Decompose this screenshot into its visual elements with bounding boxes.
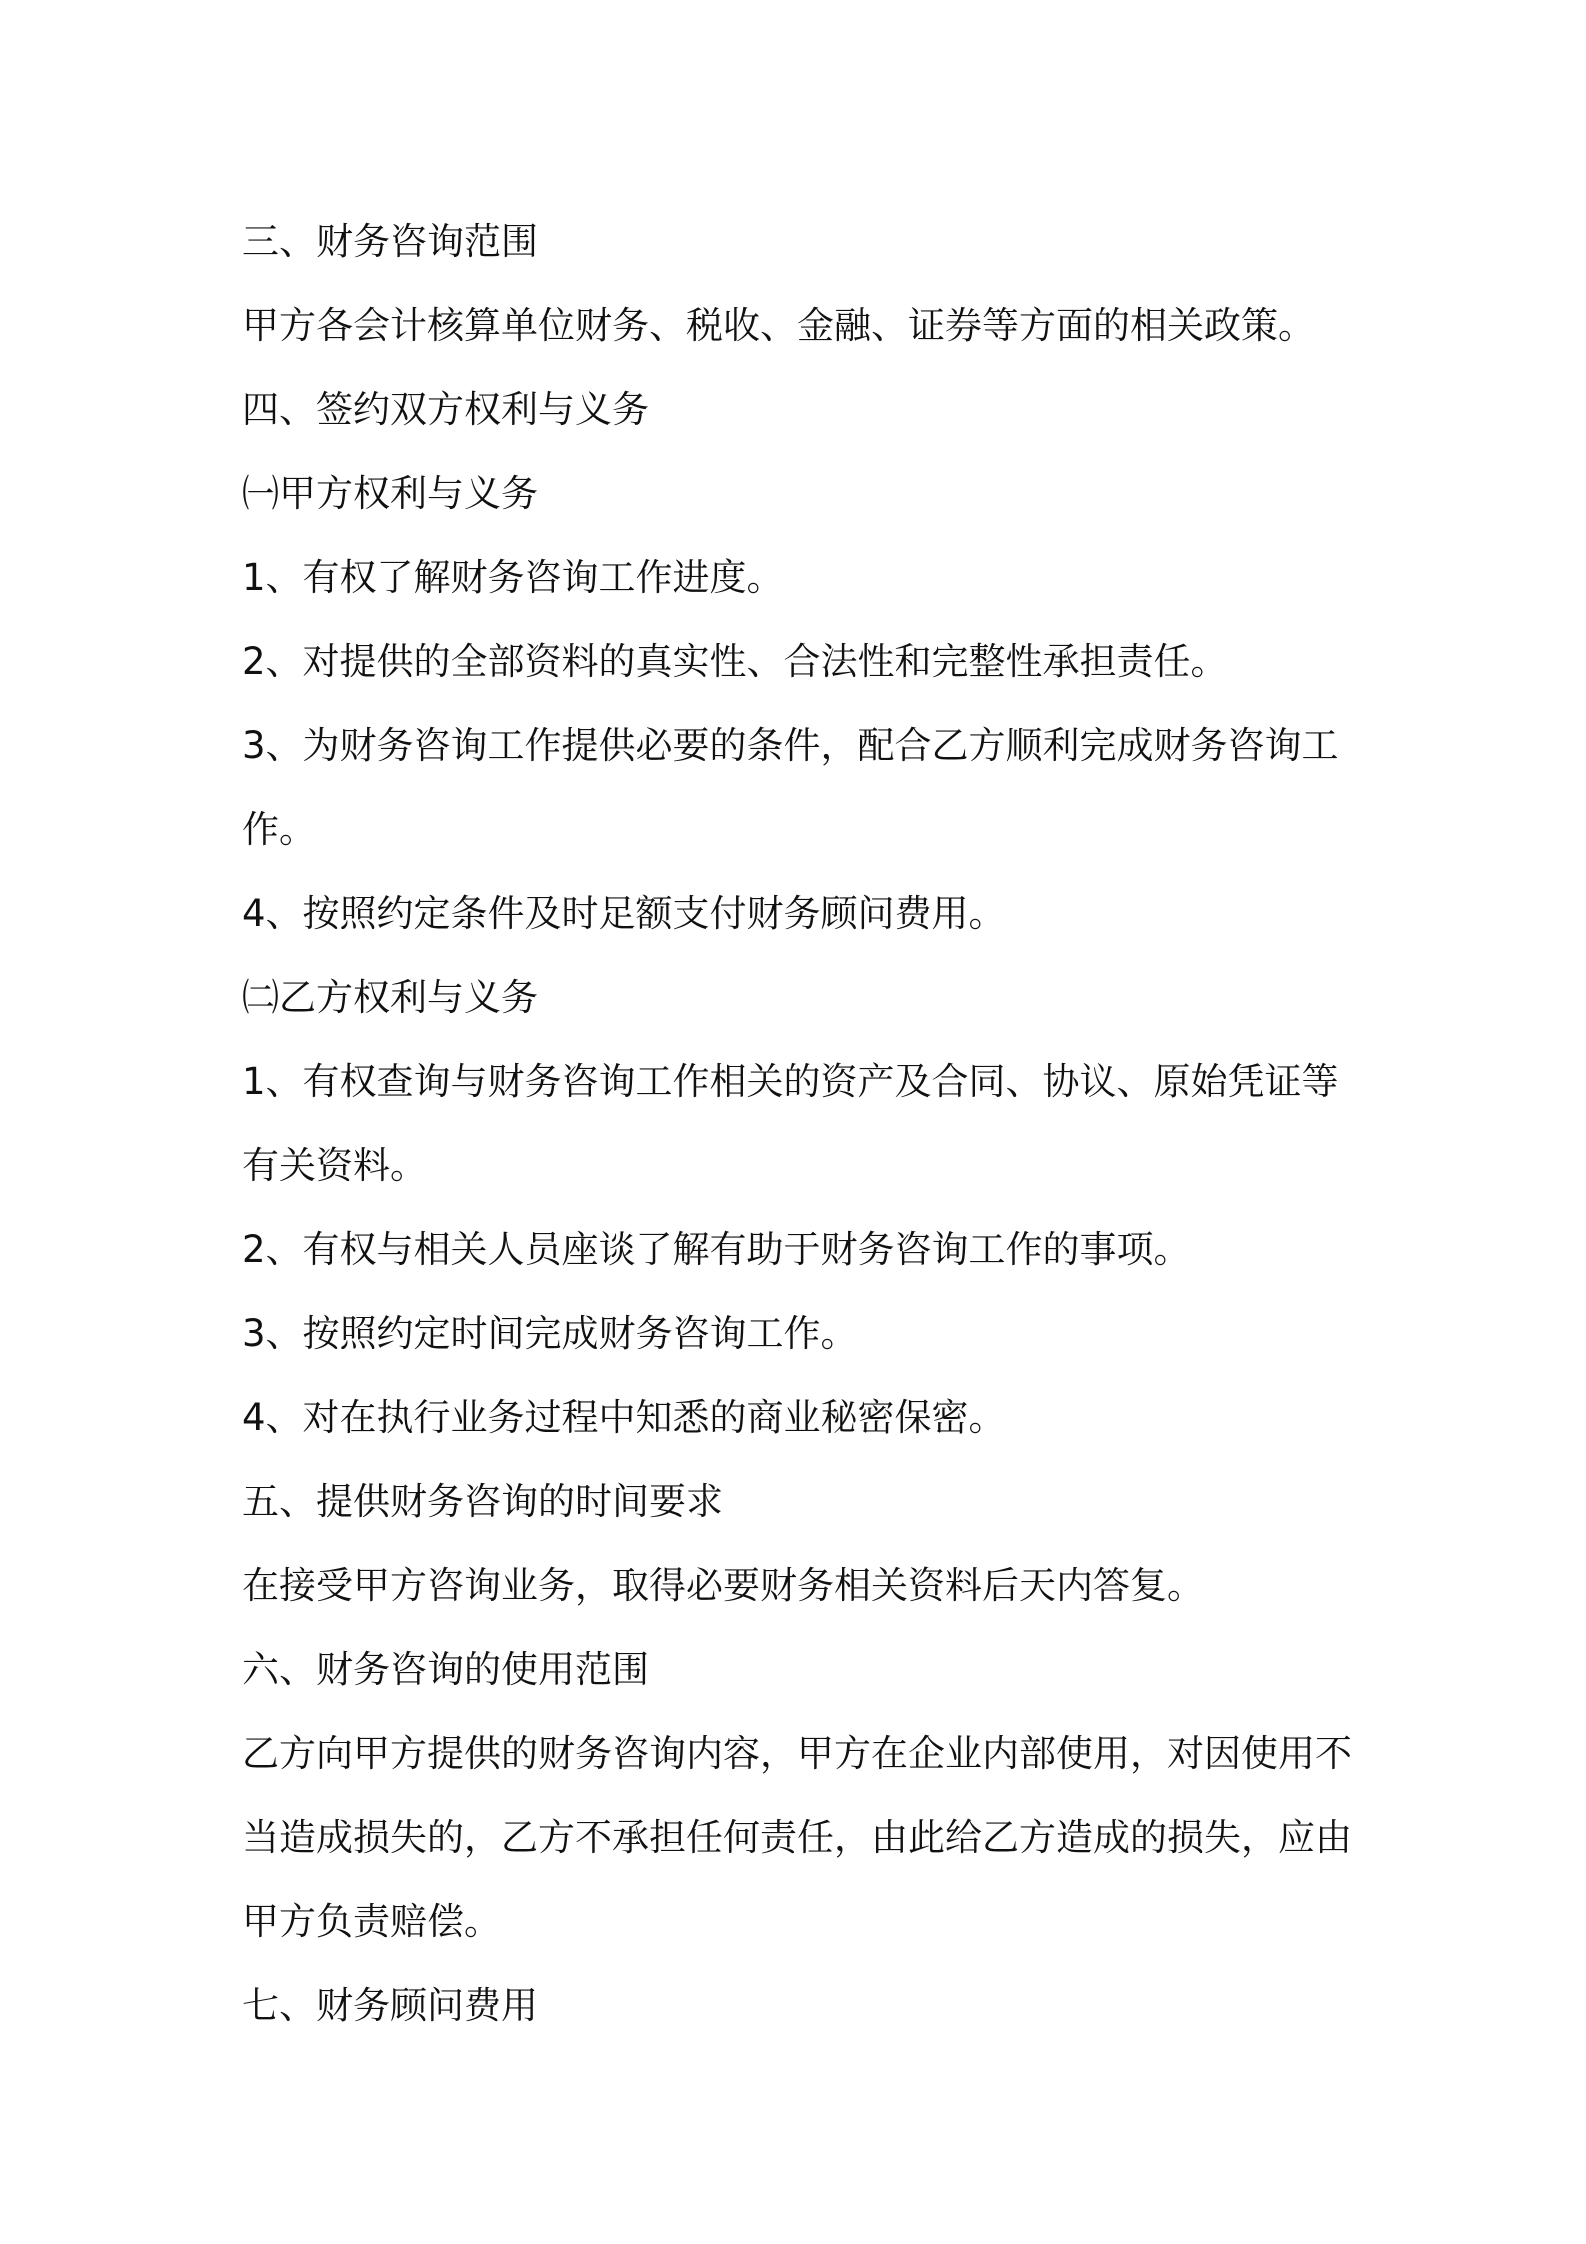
document-body [242,200,1362,2048]
paragraph-line: 甲方负责赔偿。 [242,1900,501,1943]
paragraph-line: 当造成损失的，乙方不承担任何责任，由此给乙方造成的损失，应由 [242,1816,1352,1859]
section-heading-6: 六、财务咨询的使用范围 [242,1648,649,1691]
list-item: 2、有权与相关人员座谈了解有助于财务咨询工作的事项。 [242,1228,1191,1271]
paragraph-line: 乙方向甲方提供的财务咨询内容，甲方在企业内部使用，对因使用不 [242,1732,1352,1775]
subsection-heading-party-b: ㈡乙方权利与义务 [242,976,538,1019]
section-heading-7: 七、财务顾问费用 [242,1984,538,2027]
paragraph-line: 在接受甲方咨询业务，取得必要财务相关资料后天内答复。 [242,1564,1204,1607]
paragraph-line: 甲方各会计核算单位财务、税收、金融、证券等方面的相关政策。 [242,304,1315,347]
list-item: 3、为财务咨询工作提供必要的条件，配合乙方顺利完成财务咨询工 [242,724,1339,767]
list-item-continuation: 有关资料。 [242,1144,427,1187]
section-heading-3: 三、财务咨询范围 [242,220,538,263]
section-heading-4: 四、签约双方权利与义务 [242,388,649,431]
list-item: 3、按照约定时间完成财务咨询工作。 [242,1312,858,1355]
list-item: 1、有权查询与财务咨询工作相关的资产及合同、协议、原始凭证等 [242,1060,1339,1103]
list-item: 4、按照约定条件及时足额支付财务顾问费用。 [242,892,1006,935]
section-heading-5: 五、提供财务咨询的时间要求 [242,1480,723,1523]
list-item: 4、对在执行业务过程中知悉的商业秘密保密。 [242,1396,1006,1439]
list-item-continuation: 作。 [242,808,316,851]
list-item: 2、对提供的全部资料的真实性、合法性和完整性承担责任。 [242,640,1228,683]
subsection-heading-party-a: ㈠甲方权利与义务 [242,472,538,515]
list-item: 1、有权了解财务咨询工作进度。 [242,556,784,599]
